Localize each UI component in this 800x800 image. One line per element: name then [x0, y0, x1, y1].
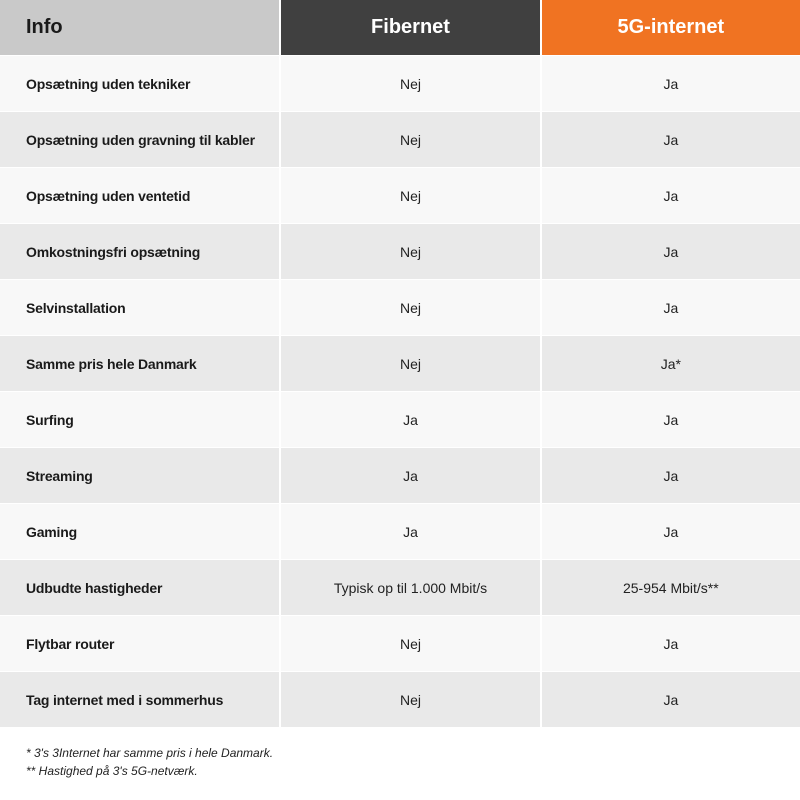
row-label: Udbudte hastigheder: [0, 560, 279, 615]
5g-value: Ja: [542, 168, 800, 223]
row-label: Opsætning uden tekniker: [0, 56, 279, 111]
row-label: Streaming: [0, 448, 279, 503]
table-row: [0, 504, 800, 559]
table-row: [0, 616, 800, 671]
row-label: Samme pris hele Danmark: [0, 336, 279, 391]
fibernet-value: Ja: [281, 448, 539, 503]
header-info: Info: [0, 0, 279, 55]
row-label: Opsætning uden gravning til kabler: [0, 112, 279, 167]
table-row: [0, 168, 800, 223]
table-row: [0, 392, 800, 447]
row-label: Flytbar router: [0, 616, 279, 671]
fibernet-value: Nej: [281, 112, 539, 167]
row-label: Gaming: [0, 504, 279, 559]
5g-value: Ja: [542, 504, 800, 559]
fibernet-value: Ja: [281, 392, 539, 447]
5g-value: Ja*: [542, 336, 800, 391]
5g-value: Ja: [542, 448, 800, 503]
header-5g-internet: 5G-internet: [542, 0, 800, 55]
5g-value: Ja: [542, 112, 800, 167]
table-row: [0, 112, 800, 167]
footnote-price: * 3's 3Internet har samme pris i hele Danmark.: [26, 746, 274, 760]
row-label: Opsætning uden ventetid: [0, 168, 279, 223]
fibernet-value: Nej: [281, 280, 539, 335]
fibernet-value: Nej: [281, 672, 539, 727]
table-row: [0, 672, 800, 727]
row-label: Omkostningsfri opsætning: [0, 224, 279, 279]
5g-value: Ja: [542, 616, 800, 671]
fibernet-value: Nej: [281, 336, 539, 391]
table-row: [0, 448, 800, 503]
header-fibernet: Fibernet: [281, 0, 539, 55]
table-row: [0, 560, 800, 615]
fibernet-value: Nej: [281, 168, 539, 223]
fibernet-value: Nej: [281, 56, 539, 111]
fibernet-value: Ja: [281, 504, 539, 559]
table-row: [0, 56, 800, 111]
5g-value: Ja: [542, 672, 800, 727]
row-label: Selvinstallation: [0, 280, 279, 335]
fibernet-value: Typisk op til 1.000 Mbit/s: [281, 560, 539, 615]
footnote-speed: ** Hastighed på 3's 5G-netværk.: [26, 764, 198, 778]
footnotes: [26, 744, 273, 780]
5g-value: Ja: [542, 280, 800, 335]
5g-value: Ja: [542, 392, 800, 447]
table-header: [0, 0, 800, 55]
5g-value: Ja: [542, 224, 800, 279]
row-label: Tag internet med i sommerhus: [0, 672, 279, 727]
5g-value: 25-954 Mbit/s**: [542, 560, 800, 615]
table-row: [0, 280, 800, 335]
table-row: [0, 336, 800, 391]
fibernet-value: Nej: [281, 224, 539, 279]
row-label: Surfing: [0, 392, 279, 447]
table-row: [0, 224, 800, 279]
5g-value: Ja: [542, 56, 800, 111]
fibernet-value: Nej: [281, 616, 539, 671]
